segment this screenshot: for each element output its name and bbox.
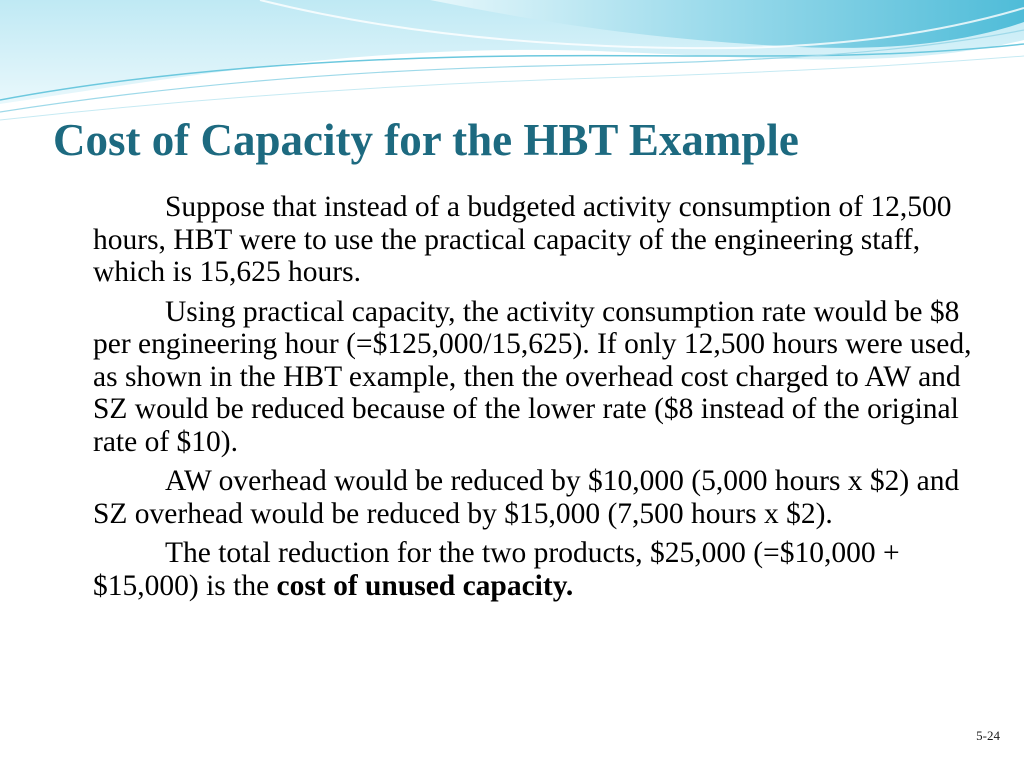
paragraph-overhead-reduction: AW overhead would be reduced by $10,000 (5,000 hours x $2) and SZ overhead would be reduced by $15,000 (7,500 hours x $2). (93, 465, 960, 530)
cost-of-unused-capacity-emphasis: cost of unused capacity. (276, 569, 574, 602)
paragraph-practical-capacity: Suppose that instead of a budgeted activity consumption of 12,500 hours, HBT were to use the practical capacity of the engineering staff, which is 15,625 hours. (93, 191, 952, 288)
slide-number: 5-24 (976, 728, 1000, 743)
paragraph-consumption-rate: Using practical capacity, the activity consumption rate would be $8 per engineering hour (=$125,000/15,625). If only 12,500 hours were used, as shown in the HBT example, then the overhead cost charged to AW and SZ would be reduced because of the lower rate ($8 instead of the original rate of $10). (93, 295, 972, 458)
total-reduction-text: The total reduction for the two products, $25,000 (=$10,000 + $15,000) is the (93, 537, 900, 602)
slide-title: Cost of Capacity for the HBT Example (53, 115, 799, 165)
slide-body (93, 191, 993, 609)
paragraph-total-reduction (93, 537, 993, 602)
